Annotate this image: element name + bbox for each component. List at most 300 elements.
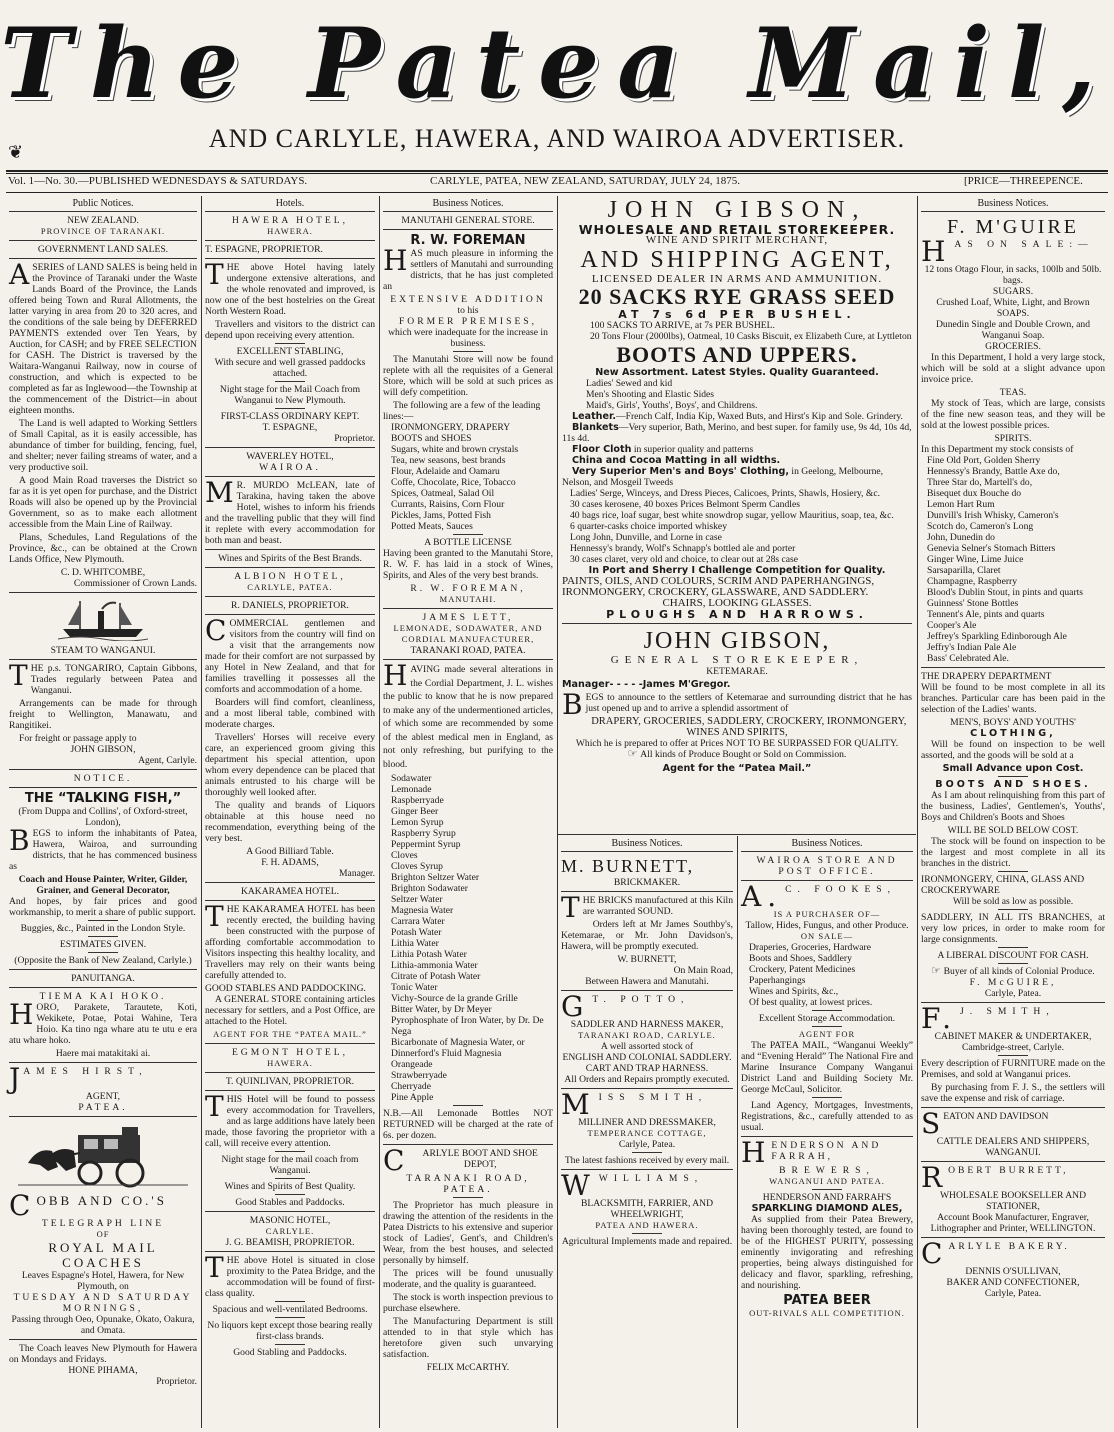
notice-subheading: CLOTHING, — [970, 728, 1056, 739]
gibson-advertisement — [558, 196, 916, 836]
list-item: Bitter Water, by Dr Meyer — [391, 1004, 492, 1015]
ad-subtitle: AT 7s 6d PER BUSHEL. — [618, 308, 856, 321]
pointing-hand-icon: ☞ — [627, 748, 641, 760]
notice-paragraph: Haere mai matakitaki ai. — [55, 1048, 151, 1059]
notice-paragraph: HORO, Parakete, Tarautete, Koti, Wekikete, Potae, Potai Wahine, Tera Hoio. Ka tino nga whare atu te utu e era atu whare hoko. — [9, 998, 197, 1046]
notice-emphasis: Small Advance upon Cost. — [942, 763, 1084, 774]
list-item: Flour, Adelaide and Oamaru — [391, 466, 500, 477]
notice-paragraph: Having been granted to the Manutahi Store, R. W. F. has laid in a stock of Wines, Spirits, and Ales of the very best brands. — [383, 548, 553, 581]
notice-subheading: BRICKMAKER. — [613, 877, 681, 888]
dateline — [6, 175, 1108, 193]
notice-heading: F. J. SMITH, — [921, 1002, 1055, 1035]
list-item: John, Dunedin do — [927, 532, 995, 543]
notice-paragraph: As I am about relinquishing from this part of the business, Ladies', Gentlemen's, Youths', Boys and Children's Boots and Shoes — [921, 790, 1105, 823]
notice-subheading: SUGARS. — [992, 286, 1034, 297]
notice-heading: JAMES HIRST, — [9, 1062, 148, 1095]
notice-title: NOTICE. — [73, 773, 133, 784]
list-item: Lithia Potash Water — [391, 949, 467, 960]
notice-heading: M. BURNETT, — [561, 856, 695, 876]
notice-subheading: GROCERIES. — [985, 341, 1041, 352]
notice-paragraph: SADDLERY, IN ALL ITS BRANCHES, at very low prices, in order to make room for large consignments. — [921, 912, 1105, 945]
list-item: Bicarbonate of Magnesia Water, or Dinnerford's Fluid Magnesia — [391, 1037, 525, 1059]
notice-heading: G T. POTTO, — [561, 990, 690, 1023]
notice-paragraph: The latest fashions received by every mail. — [564, 1155, 730, 1166]
notice-subheading: ON SALE— — [800, 931, 854, 941]
notice-heading: COBB AND CO.'S — [9, 1189, 167, 1222]
list-item: Carrara Water — [391, 916, 445, 927]
section-rule — [558, 834, 916, 835]
notice-paragraph: Boarders will find comfort, cleanliness, and a most liberal table, combined with moderate charges. — [205, 697, 375, 730]
notice-paragraph: The Land is well adapted to Working Settlers of Small Capital, as it is easily accessible, has abundance of timber for building, fencing, fuel, and shelter; never failing streams of water, and a very productive soil. — [9, 418, 197, 473]
notice-signature-title: On Main Road, — [673, 965, 733, 976]
ad-paragraph: Blankets—Very superior, Bath, Merino, and best super. for family use, 9s 4d, 10s 4d, 11s 4d. — [562, 422, 912, 444]
notice-paragraph: My stock of Teas, which are large, consists of the fine new season teas, and they will be sold at the lowest possible prices. — [921, 398, 1105, 431]
notice-paragraph: Leaves Espagne's Hotel, Hawera, for New Plymouth, on — [21, 1270, 185, 1292]
notice-subheading: MEN'S, BOYS' AND YOUTHS' — [950, 717, 1076, 728]
notice-subheading: PATEA AND HAWERA. — [595, 1220, 699, 1230]
ad-emphasis: In Port and Sherry I Challenge Competition for Quality. — [588, 565, 886, 576]
list-item: 30 cases claret, very old and choice, to clear out at 28s case — [570, 554, 799, 565]
ad-title: BOOTS AND UPPERS. — [616, 342, 858, 367]
notice-paragraph: THIS Hotel will be found to possess every accommodation for Travellers, and as large additions have lately been made, those favoring the proprietor with a call, will receive every attention. — [205, 1090, 375, 1149]
notice-heading: NEW ZEALAND. — [67, 215, 139, 226]
ad-title: AND SHIPPING AGENT, — [580, 247, 894, 273]
notice-subheading: HAWERA. — [267, 1058, 313, 1068]
ad-paragraph: Very Superior Men's and Boys' Clothing, in Geelong, Melbourne, Nelson, and Mosgeil Tweeds — [562, 466, 884, 488]
notice-paragraph: Passing through Oeo, Opunake, Okato, Oakura, and Omata. — [11, 1314, 195, 1336]
ad-paragraph: BEGS to announce to the settlers of Ketemarae and surrounding district that he has just opened up and to arrive a splendid assortment of — [562, 688, 912, 721]
notice-paragraph: A good Main Road traverses the District so far as it is yet open for purchase, and the District Roads will also be opened up by the Provincial Government, so as to make each allotment accessible from the Main Line of Railway. — [9, 475, 197, 530]
ad-subtitle: PLOUGHS AND HARROWS. — [606, 608, 868, 621]
notice-paragraph: COMMERCIAL gentlemen and visitors from the country will find on a visit that the arrangements now made for their comfort are not surpassed by any Hotel in New Zealand, and that for families travelling it possesses all the comforts and accommodation of a home. — [205, 614, 375, 695]
notice-subheading: PATEA. — [78, 1102, 128, 1113]
goods-list — [562, 378, 912, 411]
list-item: 100 SACKS TO ARRIVE, at 7s PER BUSHEL. — [590, 320, 775, 331]
column-header: Business Notices. — [741, 836, 913, 852]
list-item: 20 Tons Flour (2000lbs), Oatmeal, 10 Casks Biscuit, ex Elizabeth Cure, at Lyttleton — [590, 331, 912, 342]
ad-paragraph: CHAIRS, LOOKING GLASSES. — [662, 597, 812, 609]
notice-subheading: AGENT FOR — [798, 1029, 856, 1039]
notice-paragraph: Good Stabling and Paddocks. — [233, 1347, 347, 1358]
masthead-subtitle: AND CARLYLE, HAWERA, AND WAIROA ADVERTISER. — [208, 124, 906, 153]
list-item: 6 quarter-casks choice imported whiskey — [570, 521, 727, 532]
notice-emphasis: WILL BE SOLD BELOW COST. — [947, 825, 1079, 836]
notice-paragraph: Night stage for the mail coach from Wanganui. — [221, 1154, 359, 1176]
notice-heading: KAKARAMEA HOTEL. — [240, 886, 340, 897]
mail-coach-icon — [18, 1121, 188, 1189]
list-item: Cloves — [391, 850, 418, 861]
ad-title: 20 SACKS RYE GRASS SEED — [578, 284, 896, 309]
ad-title: JOHN GIBSON, — [643, 628, 831, 654]
notice-paragraph: Crushed Loaf, White, Light, and Brown — [936, 297, 1090, 308]
ad-paragraph: ☞ All kinds of Produce Bought or Sold on Commission. — [627, 748, 847, 760]
notice-paragraph: Agricultural Implements made and repaired. — [561, 1236, 733, 1247]
list-item: Hennessy's Brandy, Battle Axe do, — [927, 466, 1060, 477]
notice-subheading: HAS ON SALE:— — [921, 235, 1094, 268]
goods-list — [383, 422, 553, 532]
notice-paragraph: Travellers and visitors to the district can depend upon receiving every attention. — [205, 319, 375, 341]
list-item: Of best quality, at lowest prices. — [749, 997, 873, 1008]
list-item: Genevia Selner's Stomach Bitters — [927, 543, 1056, 554]
notice-subheading: OUT-RIVALS ALL COMPETITION. — [749, 1308, 905, 1318]
notice-heading: A BOTTLE LICENSE — [424, 537, 512, 548]
notice-subheading: J. G. BEAMISH, PROPRIETOR. — [225, 1237, 355, 1248]
fern-ornament-icon: ❦ — [8, 142, 24, 163]
notice-signature: F. McGUIRE, — [969, 977, 1057, 988]
notice-heading: ROBERT BURRETT, — [921, 1161, 1069, 1194]
notice-title: PANUITANGA. — [71, 973, 135, 984]
list-item: Fine Old Port, Golden Sherry — [927, 455, 1041, 466]
list-item: Guinness' Stone Bottles — [927, 598, 1019, 609]
volume-info: Vol. 1—No. 30.—PUBLISHED WEDNESDAYS & SATURDAYS. — [8, 175, 308, 187]
notice-heading: F. M'GUIRE — [946, 216, 1079, 238]
notice-heading: WAIROA STORE AND POST OFFICE. — [756, 855, 898, 877]
notice-subheading: TEMPERANCE COTTAGE, — [587, 1128, 707, 1138]
notice-paragraph: M R. MURDO McLEAN, late of Tarakina, having taken the above Hotel, wishes to inform his friends and the travelling public that they will find it replete with every accommodation for both man and beast. — [205, 476, 375, 546]
ad-subtitle: GENERAL STOREKEEPER, — [610, 654, 864, 666]
notice-signature: HONE PIHAMA, — [68, 1365, 138, 1376]
ad-paragraph: PAINTS, OILS, AND COLOURS, SCRIM AND PAPERHANGINGS, — [562, 575, 875, 587]
list-item: Strawberryade — [391, 1070, 447, 1081]
notice-subheading: WHOLESALE BOOKSELLER AND STATIONER, — [939, 1190, 1087, 1212]
list-item: Blood's Dublin Stout, in pints and quarts — [927, 587, 1084, 598]
spirits-list — [921, 455, 1105, 664]
notice-paragraph: The Manufacturing Department is still attended to in that style which has heretofore given such unvarying satisfaction. — [383, 1316, 553, 1360]
list-item: Currants, Raisins, Corn Flour — [391, 499, 505, 510]
notice-subheading: SADDLER AND HARNESS MAKER, — [570, 1019, 724, 1030]
notice-subheading: T. QUINLIVAN, PROPRIETOR. — [225, 1076, 355, 1087]
notice-subheading: SPIRITS. — [994, 433, 1032, 444]
notice-paragraph: Wines and Spirits of the Best Brands. — [218, 553, 362, 564]
ad-paragraph: China and Cocoa Matting in all widths. — [572, 455, 781, 466]
ad-paragraph: IRONMONGERY, CROCKERY, GLASSWARE, AND SADDLERY. — [562, 586, 869, 598]
notice-signature: W. BURNETT, — [617, 954, 677, 965]
notice-paragraph: The Manutahi Store will now be found replete with all the requisites of a General Store, which will be sold at such prices as will defy competition. — [383, 354, 553, 398]
notice-subheading: TARANAKI ROAD, — [406, 1173, 530, 1184]
ad-paragraph: Leather.—French Calf, India Kip, Waxed Buts, and Hirst's Kip and Sole. Grindery. — [572, 411, 903, 422]
notice-paragraph: Good Stables and Paddocks. — [235, 1197, 345, 1208]
notice-subheading: BAKER AND CONFECTIONER, — [946, 1277, 1080, 1288]
ad-subtitle: New Assortment. Latest Styles. Quality Guaranteed. — [595, 367, 879, 378]
notice-heading: WWILLIAMS, — [561, 1169, 704, 1202]
list-item: Bass' Celebrated Ale. — [927, 653, 1009, 664]
list-item: Sugars, white and brown crystals — [391, 444, 519, 455]
notice-subheading: OF — [96, 1229, 110, 1239]
list-item: Lithia Water — [391, 938, 439, 949]
notice-paragraph: HAS much pleasure in informing the settlers of Manutahi and surrounding districts, that he has just completed an — [383, 244, 553, 292]
list-item: Cloves Syrup — [391, 861, 443, 872]
column-public-notices — [6, 196, 200, 1428]
notice-subheading: T. ESPAGNE, PROPRIETOR. — [205, 244, 323, 255]
notice-heading: WAVERLEY HOTEL, — [246, 451, 334, 462]
notice-signature-title: Between Hawera and Manutahi. — [585, 976, 709, 987]
list-item: Cherryade — [391, 1081, 431, 1092]
notice-paragraph: which were inadequate for the increase in business. — [388, 327, 548, 349]
notice-subheading: DENNIS O'SULLIVAN, — [965, 1266, 1061, 1277]
list-item: Brighton Seltzer Water — [391, 872, 480, 883]
notice-paragraph: HAVING made several alterations in the Cordial Department, J. L. wishes the public to know that he is now prepared to make any of the undermentioned articles, of which some are recommended by some of the ablest medical men in England, as not only refreshing, but purifying to the blood. — [383, 659, 553, 770]
notice-signature-title: Manager. — [339, 868, 375, 879]
list-item: Tennent's Ale, pints and quarts — [927, 609, 1045, 620]
notice-subheading: CARLYLE. — [265, 1226, 315, 1236]
list-item: Brighton Sodawater — [391, 883, 469, 894]
notice-paragraph: (Opposite the Bank of New Zealand, Carlyle.) — [14, 955, 192, 966]
goods-list — [562, 488, 912, 565]
list-item: Jeffrey's Sparkling Edinborough Ale — [927, 631, 1067, 642]
notice-heading: HENDERSON AND FARRAH, — [741, 1136, 882, 1169]
notice-heading: JAMES LETT, — [422, 612, 514, 623]
notice-paragraph: ASERIES of LAND SALES is being held in the Province of Taranaki under the Waste Lands Board of the Province, the Lands offered being Town and Rural Allotments, the latter varying in area from 20 to 320 acres, and the conditions of the sale being by DEFERRED PAYMENTS extended over Ten Years, by Auction, for CASH; and by FREE SELECTION for CASH. The District is traversed by the Waitara-Wanganui Railway, now in course of construction, and which is expected to be completed as far as Inglewood—the Township at the commencement of the District—in about eighteen months. — [9, 258, 197, 416]
notice-signature-title: Proprietor. — [156, 1376, 197, 1387]
notice-paragraph: The quality and brands of Liquors obtainable at this house need no recommendation, everything being of the very best. — [205, 800, 375, 844]
list-item: Raspberryade — [391, 795, 444, 806]
list-item: Champagne, Raspberry — [927, 576, 1018, 587]
notice-paragraph: As supplied from their Patea Brewery, having been thoroughly tested, are found to be of the HIGHEST PURITY, possessing eminently invigorating and refreshing properties, being always distinguished for delicacy and flavor, sparkling, refreshing, and nourishing. — [741, 1214, 913, 1291]
notice-subheading: HAWERA. — [267, 226, 313, 236]
notice-subheading: Cambridge-street, Carlyle. — [961, 1042, 1065, 1053]
ad-emphasis: Agent for the “Patea Mail.” — [662, 763, 812, 774]
notice-paragraph: With secure and well grassed paddocks attached. — [214, 357, 366, 379]
goods-list — [741, 942, 913, 1008]
dateline-rule — [6, 192, 1108, 193]
ad-emphasis: DRAPERY, GROCERIES, SADDLERY, CROCKERY, IRONMONGERY, WINES AND SPIRITS, — [591, 716, 907, 738]
list-item: Lithia-ammonia Water — [391, 960, 478, 971]
notice-paragraph: All Orders and Repairs promptly executed. — [564, 1074, 730, 1085]
notice-subheading: IRONMONGERY, CHINA, GLASS AND CROCKERYWARE — [921, 874, 1085, 896]
column-business-notices-c — [738, 836, 916, 1428]
notice-paragraph: THE KAKARAMEA HOTEL has been recently erected, the building having been constructed with the purpose of affording comfortable accommodation to Visitors inspecting this healthy locality, and Travellers may rely on their wants being carefully attended to. — [205, 900, 375, 981]
list-item: 30 cases kerosene, 40 boxes Prices Belmont Sperm Candles — [570, 499, 800, 510]
notice-signature-title: Carlyle, Patea. — [984, 988, 1042, 999]
list-item: Lemonade — [391, 784, 432, 795]
cordials-list — [383, 773, 553, 1103]
notice-emphasis: FIRST-CLASS ORDINARY KEPT. — [220, 411, 360, 422]
list-item: Three Star do, Martell's do, — [927, 477, 1033, 488]
notice-paragraph: In this Department my stock consists of — [921, 444, 1074, 455]
notice-subheading: IS A PURCHASER OF— — [773, 909, 881, 919]
notice-paragraph: The PATEA MAIL, “Wanganui Weekly” and “Evening Herald” The National Fire and Marine Insurance Company Wanganui District Land and Building Society Mr. George McCaul, Solicitor. — [741, 1040, 913, 1095]
notice-paragraph: Account Book Manufacturer, Engraver, Lithographer and Printer, WELLINGTON. — [930, 1212, 1096, 1234]
notice-heading: ROYAL MAIL COACHES — [48, 1240, 158, 1270]
notice-subheading: BOOTS AND SHOES. — [935, 779, 1091, 790]
notice-paragraph: Excellent Storage Accommodation. — [758, 1013, 896, 1024]
notice-subheading: CARLYLE, PATEA. — [247, 582, 333, 592]
date-info: CARLYLE, PATEA, NEW ZEALAND, SATURDAY, JULY 24, 1875. — [430, 175, 740, 187]
notice-emphasis: EXTENSIVE ADDITION — [390, 294, 546, 305]
notice-heading: THE “TALKING FISH,” — [24, 791, 182, 806]
notice-signature: F. H. ADAMS, — [261, 857, 319, 868]
list-item: Boots and Shoes, Saddlery — [749, 953, 852, 964]
notice-emphasis: ENGLISH AND COLONIAL SADDLERY. CART AND TRAP HARNESS. — [562, 1052, 732, 1074]
notice-heading: MISS SMITH, — [561, 1088, 708, 1121]
notice-subheading: TARANAKI ROAD, PATEA. — [410, 645, 526, 656]
ad-paragraph: Floor Cloth in superior quality and patterns — [572, 444, 754, 455]
list-item: Hennessy's brandy, Wolf's Schnapp's bottled ale and porter — [570, 543, 796, 554]
column-header: Business Notices. — [921, 196, 1105, 212]
notice-paragraph: A GENERAL STORE containing articles necessary for settlers, and a Post Office, are attached to the Hotel. — [205, 994, 375, 1027]
list-item: Tea, new seasons, best brands — [391, 455, 506, 466]
list-item: Magnesia Water — [391, 905, 454, 916]
list-item: Pickles, Jams, Potted Fish — [391, 510, 491, 521]
notice-heading: C ARLYLE BOOT AND SHOE DEPOT, — [383, 1144, 538, 1177]
notice-paragraph: The Proprietor has much pleasure in drawing the attention of the residents in the Patea Districts to his extensive and superior stock of Ladies', Gent's, and Children's Wear, from the best houses, and selected personally by himself. — [383, 1200, 553, 1266]
notice-heading: ALBION HOTEL, — [234, 571, 346, 582]
pointing-hand-icon: ☞ — [931, 965, 944, 977]
manager-line: Manager- - - - -James M'Gregor. — [562, 679, 731, 690]
notice-paragraph: A well assorted stock of — [600, 1041, 694, 1052]
notice-emphasis: EXCELLENT STABLING, — [236, 346, 344, 357]
notice-subheading: BLACKSMITH, FARRIER, AND WHEELWRIGHT, — [580, 1198, 714, 1220]
price-info: [PRICE—THREEPENCE. — [964, 175, 1083, 187]
notice-paragraph: 12 tons Otago Flour, in sacks, 100lb and 50lb. bags. — [924, 264, 1102, 286]
list-item: Raspberry Syrup — [391, 828, 456, 839]
notice-heading: TIEMA KAI HOKO. — [39, 991, 167, 1002]
notice-paragraph: Plans, Schedules, Land Regulations of the Province, &c., can be obtained at the Crown Lands Office, New Plymouth. — [9, 532, 197, 565]
column-business-notices — [380, 196, 556, 1428]
notice-heading: SEATON AND DAVIDSON — [921, 1107, 1049, 1140]
notice-paragraph: Dunedin Single and Double Crown, and Wanganui Soap. — [935, 319, 1090, 341]
notice-paragraph: ☞ Buyer of all kinds of Colonial Produce. — [931, 965, 1095, 977]
notice-subheading: LEMONADE, SODAWATER, AND CORDIAL MANUFACTURER, — [393, 623, 543, 644]
notice-heading: EGMONT HOTEL, — [231, 1047, 349, 1058]
notice-subheading: TEAS. — [999, 387, 1027, 398]
notice-title: GOVERNMENT LAND SALES. — [37, 244, 169, 255]
list-item: Ginger Wine, Lime Juice — [927, 554, 1024, 565]
list-item: Peppermint Syrup — [391, 839, 461, 850]
notice-paragraph: Will be sold as low as possible. — [952, 896, 1074, 907]
column-header: Public Notices. — [9, 196, 197, 212]
list-item: Scotch do, Cameron's Long — [927, 521, 1034, 532]
notice-signature: T. ESPAGNE, — [262, 422, 318, 433]
ad-subtitle: LICENSED DEALER IN ARMS AND AMMUNITION. — [591, 273, 883, 285]
notice-signature-title: Proprietor. — [334, 433, 375, 444]
list-item: Men's Shooting and Elastic Sides — [586, 389, 715, 400]
ad-subtitle: WHOLESALE AND RETAIL STOREKEEPER. — [578, 222, 896, 237]
notice-subheading: AGENT, — [85, 1091, 121, 1102]
list-item: Wines and Spirits, &c., — [749, 986, 839, 997]
list-item: 40 bags rice, loaf sugar, best white snowdrop sugar, yellow Mauritius, soap, tea, &c. — [570, 510, 894, 521]
list-item: Dunvill's Irish Whisky, Cameron's — [927, 510, 1059, 521]
notice-emphasis: TUESDAY AND SATURDAY MORNINGS, — [13, 1292, 193, 1314]
notice-subheading: TELEGRAPH LINE — [41, 1218, 165, 1229]
notice-paragraph: The following are a few of the leading lines:— — [383, 400, 541, 422]
notice-title: STEAM TO WANGANUI. — [50, 645, 156, 656]
list-item: Draperies, Groceries, Hardware — [749, 942, 871, 953]
notice-paragraph: Orders left at Mr James Southby's, Ketemarae, or Mr. John Davidson's, Hawera, will be promptly executed. — [561, 919, 733, 952]
notice-signature: JOHN GIBSON, — [70, 744, 136, 755]
notice-subheading: PATEA. — [443, 1184, 493, 1195]
notice-subheading: PROVINCE OF TARANAKI. — [40, 226, 166, 236]
notice-paragraph: THE BRICKS manufactured at this Kiln are warranted SOUND. — [561, 891, 733, 924]
list-item: Maid's, Girls', Youths', Boys', and Childrens. — [586, 400, 758, 411]
notice-paragraph: Every description of FURNITURE made on the Premises, and sold at Wanganui prices. — [921, 1058, 1105, 1080]
notice-paragraph: N.B.—All Lemonade Bottles NOT RETURNED will be charged at the rate of 6s. per dozen. — [383, 1108, 553, 1141]
notice-paragraph: Will be found on inspection to be well assorted, and the goods will be sold at a — [921, 739, 1105, 761]
notice-heading: A. C. FOOKES, — [741, 880, 897, 913]
list-item: Ladies' Serge, Winceys, and Dress Pieces, Calicoes, Prints, Shawls, Hosiery, &c. — [570, 488, 880, 499]
list-item: Paperhangings — [749, 975, 806, 986]
notice-signature: FELIX McCARTHY. — [426, 1362, 510, 1373]
list-item: Citrate of Potash Water — [391, 971, 481, 982]
notice-heading: MANUTAHI GENERAL STORE. — [401, 215, 535, 226]
masthead — [0, 0, 1114, 138]
list-item: Pine Apple — [391, 1092, 434, 1103]
list-item: Coffe, Chocolate, Rice, Tobacco — [391, 477, 516, 488]
notice-paragraph: No liquors kept except those bearing really first-class brands. — [207, 1320, 373, 1342]
column-business-notices-right — [918, 196, 1108, 1428]
notice-paragraph: THE above Hotel having lately undergone extensive alterations, and the whole renovated and improved, is now one of the best hostelries on the Great North Western Road. — [205, 258, 375, 317]
notice-signature-title: Agent, Carlyle. — [138, 755, 197, 766]
notice-paragraph: The stock is worth inspection previous to purchase elsewhere. — [383, 1292, 553, 1314]
notice-paragraph: The prices will be found unusually moderate, and the quality is guaranteed. — [383, 1268, 553, 1290]
list-item: Orangeade — [391, 1059, 433, 1070]
list-item: Bisequet dux Bouche do — [927, 488, 1022, 499]
list-item: Seltzer Water — [391, 894, 443, 905]
notice-subheading: (From Duppa and Collins', of Oxford-street, London), — [18, 806, 188, 828]
goods-list — [562, 320, 912, 342]
notice-subheading: CATTLE DEALERS AND SHIPPERS, — [936, 1136, 1090, 1147]
list-item: Long John, Dunville, and Lorne in case — [570, 532, 722, 543]
notice-heading: PATEA BEER — [783, 1293, 871, 1308]
notice-paragraph: In this Department, I hold a very large stock, which will be sold at a slight advance upon invoice price. — [921, 352, 1105, 385]
notice-paragraph: Travellers' Horses will receive every care, an experienced groom giving this department his special attention, upon whom every dependence can be placed that animals entrusted to his charge will be thoroughly well looked after. — [205, 732, 375, 798]
list-item: Ladies' Sewed and kid — [586, 378, 673, 389]
notice-subheading: SOAPS. — [996, 308, 1030, 319]
notice-paragraph: to his — [457, 305, 479, 316]
notice-paragraph: ESTIMATES GIVEN. — [59, 939, 147, 950]
ad-subtitle: KETEMARAE. — [706, 666, 768, 677]
notice-heading: CARLYLE BAKERY. — [921, 1237, 1070, 1270]
list-item: Cooper's Ale — [927, 620, 977, 631]
notice-subheading: THE DRAPERY DEPARTMENT — [921, 671, 1052, 682]
notice-paragraph: Land Agency, Mortgages, Investments, Registrations, &c., carefully attended to as usual. — [741, 1100, 913, 1133]
notice-paragraph: Buggies, &c., Painted in the London Style. — [20, 923, 186, 934]
notice-paragraph: BEGS to inform the inhabitants of Patea, Hawera, Wairoa, and surrounding districts, that he has commenced business as — [9, 824, 197, 872]
notice-paragraph: Spacious and well-ventilated Bedrooms. — [212, 1304, 368, 1315]
column-header: Hotels. — [205, 196, 375, 212]
list-item: Pyrophosphate of Iron Water, by Dr. De Nega — [391, 1015, 544, 1037]
notice-heading: MASONIC HOTEL, — [249, 1215, 331, 1226]
notice-paragraph: THE p.s. TONGARIRO, Captain Gibbons, Trades regularly between Patea and Wanganui. — [9, 659, 197, 696]
notice-paragraph: Tallow, Hides, Fungus, and other Produce. — [745, 920, 909, 931]
notice-subheading: BREWERS, — [779, 1165, 875, 1176]
list-item: Potted Meats, Sauces — [391, 521, 473, 532]
column-header: Business Notices. — [561, 836, 733, 852]
notice-subheading: CABINET MAKER & UNDERTAKER, — [934, 1031, 1092, 1042]
notice-signature-title: MANUTAHI. — [439, 594, 497, 604]
notice-subheading: WANGANUI. — [985, 1147, 1041, 1158]
list-item: Lemon Hart Rum — [927, 499, 995, 510]
notice-paragraph: AGENT FOR THE “PATEA MAIL.” — [213, 1029, 367, 1039]
notice-paragraph: The stock will be found on inspection to be the largest and most complete in all its branches in the district. — [921, 836, 1105, 869]
notice-paragraph: THE above Hotel is situated in close proximity to the Patea Bridge, and the accommodation will be found of first-class quality. — [205, 1251, 375, 1299]
notice-paragraph: Arrangements can be made for through freight to Wellington, Manawatu, and Rangitikei. — [9, 698, 197, 731]
ad-title: JOHN GIBSON, — [607, 197, 867, 223]
notice-subheading: TARANAKI ROAD, CARLYLE. — [578, 1030, 716, 1040]
notice-subheading: WAIROA. — [259, 462, 321, 473]
list-item: Lemon Syrup — [391, 817, 444, 828]
notice-paragraph: A Good Billiard Table. — [246, 846, 334, 857]
notice-subheading: R. DANIELS, PROPRIETOR. — [231, 600, 349, 611]
list-item: Ginger Beer — [391, 806, 439, 817]
list-item: Spices, Oatmeal, Salad Oil — [391, 488, 495, 499]
ad-subtitle: WINE AND SPIRIT MERCHANT, — [645, 234, 829, 246]
notice-paragraph: The Coach leaves New Plymouth for Hawera on Mondays and Fridays. — [9, 1343, 197, 1365]
notice-signature: R. W. FOREMAN, — [410, 583, 526, 594]
list-item: Jeffry's Indian Pale Ale — [927, 642, 1017, 653]
notice-paragraph: Will be found to be most complete in all its branches. Particular care has been paid in the selection of the Ladies' wants. — [921, 682, 1105, 715]
list-item: Sodawater — [391, 773, 432, 784]
